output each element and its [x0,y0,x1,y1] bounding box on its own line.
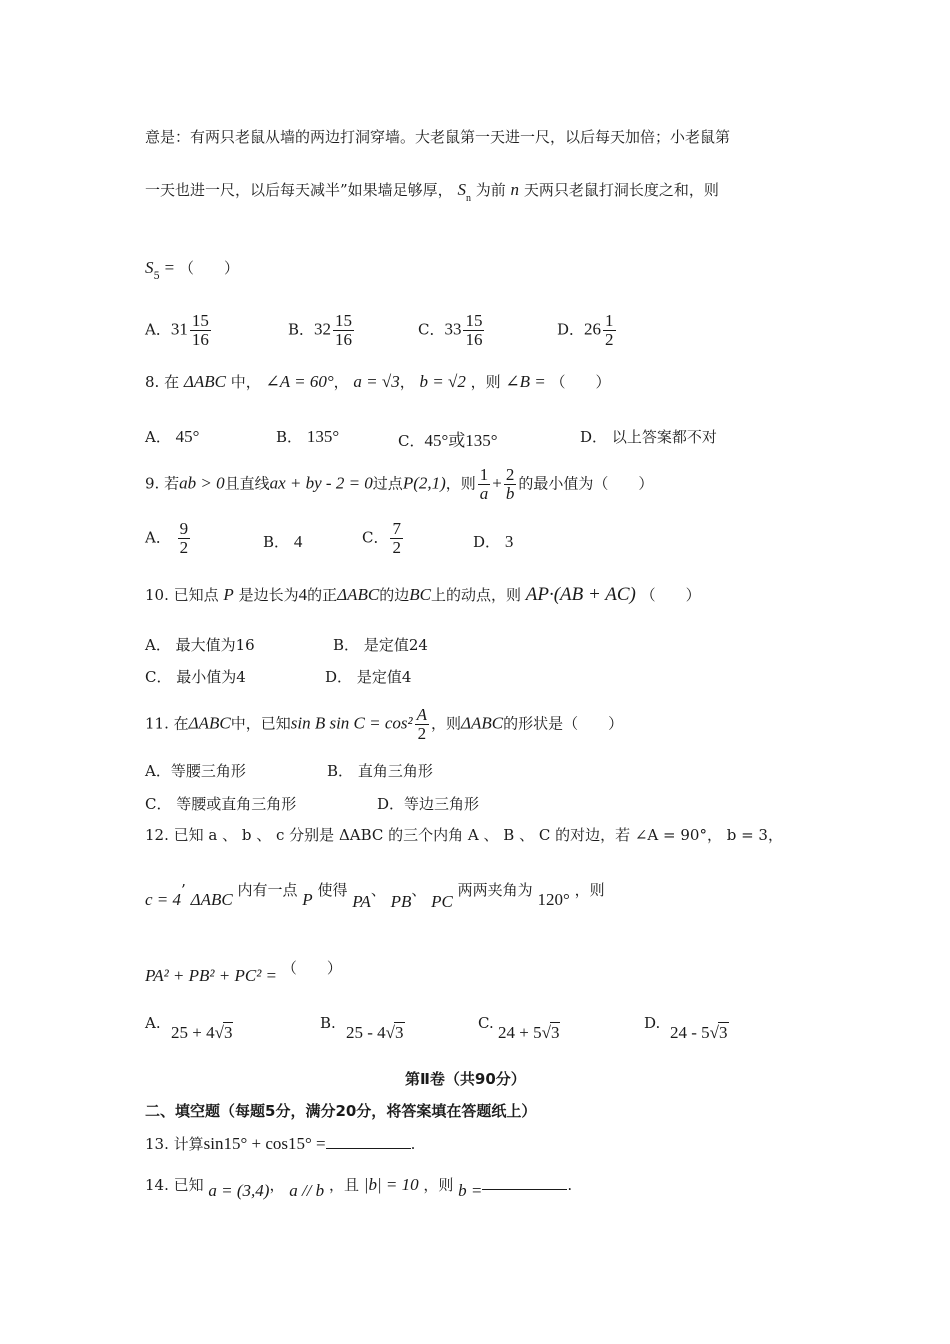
q10-option-d[interactable]: D． 是定值4 [325,668,412,686]
q7-option-d[interactable]: D．26 $\frac{1}{2}$ [557,311,614,349]
q10-option-c[interactable]: C． 最小值为4 [145,668,246,686]
q11-option-d[interactable]: D．等边三角形 [377,795,480,813]
q7-option-c[interactable]: C．33 $\frac{15}{16}$ [418,311,483,349]
q9-stem: 9. 若ab > 0且直线ax + by - 2 = 0过点P(2,1)，则 $\frac{1}{a}$ + $\frac{2}{b}$ 的最小值为（ ） [145,465,654,503]
q8-option-a[interactable]: A． 45° [145,427,200,446]
q9-option-a[interactable]: A． $\frac{9}{2}$ [145,519,189,557]
q7-option-b[interactable]: B．32 $\frac{15}{16}$ [288,311,353,349]
q12-line-3: PA² + PB² + PC² = （ ） [145,959,342,985]
q8-option-d[interactable]: D． 以上答案都不对 [580,428,717,446]
q10-option-a[interactable]: A． 最大值为16 [145,636,255,654]
q12-option-d[interactable]: D. 24 - 5√3 [644,1014,728,1042]
section-2-title: 第Ⅱ卷（共90分） [405,1070,526,1088]
q7-option-a[interactable]: A．31 $\frac{15}{16}$ [145,311,209,349]
q14-stem: 14. 已知 a = (3,4)， a // b ，且 |b| = 10 ，则 b = . [145,1175,573,1200]
intro-line-1: 意是：有两只老鼠从墙的两边打洞穿墙。大老鼠第一天进一尺，以后每天加倍；小老鼠第 [145,128,731,146]
q7-stem: $S_5$ = （ ） [145,258,240,282]
q8-stem: 8. 在 ΔABC 中， ∠A = 60°， a = √3， b = √2 ，则 ∠B = （ ） [145,372,611,391]
q9-option-c[interactable]: C． $\frac{7}{2}$ [362,519,401,557]
q14-answer-blank[interactable] [482,1175,567,1190]
q8-option-c[interactable]: C．45°或135° [398,431,498,450]
intro-line-2: 一天也进一尺，以后每天减半”如果墙足够厚， $S_n$ 为前 n 天两只老鼠打洞长度之和，则 [145,180,719,204]
q10-stem: 10. 已知点 P 是边长为4的正ΔABC的边BC上的动点，则 AP·(AB + AC) （ ） [145,584,701,605]
q9-option-d[interactable]: D． 3 [473,532,514,551]
q12-line-1: 12. 已知 a 、 b 、 c 分别是 ΔABC 的三个内角 A 、 B 、 C 的对边，若 ∠A = 90°， b = 3， [145,826,783,844]
q8-option-b[interactable]: B． 135° [276,427,340,446]
q13-stem: 13. 计算sin15° + cos15° = . [145,1134,416,1153]
q12-line-2: c = 4’ ΔABC 内有一点 P 使得 PA、 PB、 PC 两两夹角为 120° ，则 [145,881,605,911]
q11-option-a[interactable]: A．等腰三角形 [145,762,246,780]
q9-option-b[interactable]: B． 4 [263,532,303,551]
q10-option-b[interactable]: B． 是定值24 [333,636,428,654]
q13-answer-blank[interactable] [326,1134,411,1149]
q11-option-b[interactable]: B． 直角三角形 [327,762,433,780]
q11-option-c[interactable]: C． 等腰或直角三角形 [145,795,297,813]
q11-stem: 11. 在ΔABC中，已知sin B sin C = cos² $\frac{A}{2}$ ，则ΔABC的形状是（ ） [145,705,624,743]
sn-symbol: $S_n$ [457,180,471,204]
q12-option-a[interactable]: A. 25 + 4√3 [145,1014,233,1042]
q12-option-c[interactable]: C. 24 + 5√3 [478,1014,560,1042]
section-2-heading: 二、填空题（每题5分，满分20分，将答案填在答题纸上） [145,1102,537,1120]
q12-option-b[interactable]: B. 25 - 4√3 [320,1014,404,1042]
